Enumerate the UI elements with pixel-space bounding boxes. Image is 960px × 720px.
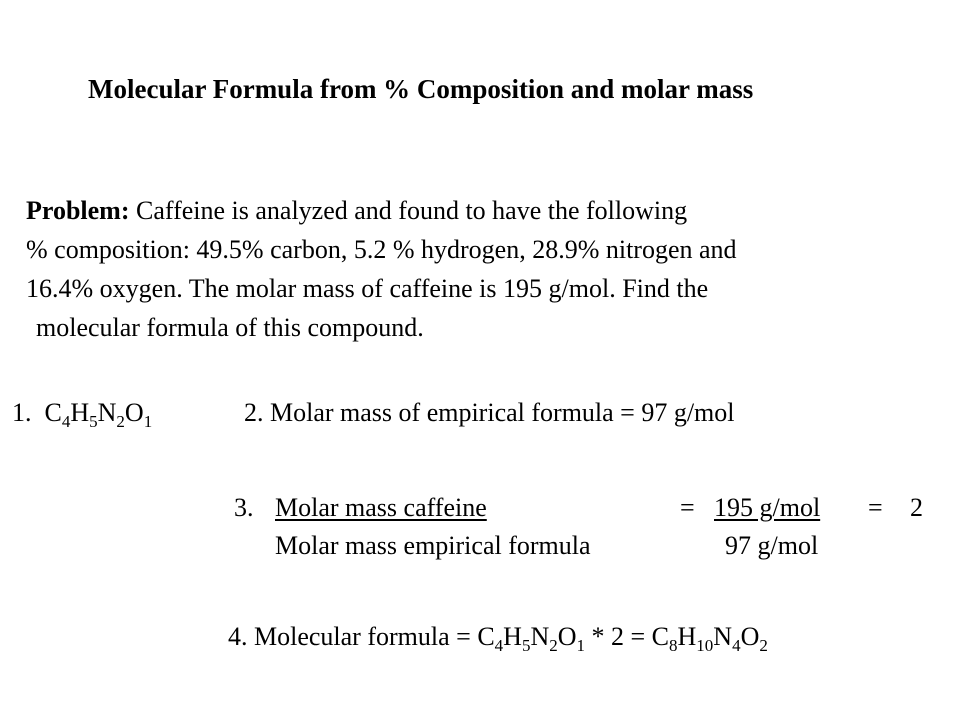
formula-element: C: [44, 398, 62, 427]
step-4-prefix: 4. Molecular formula =: [228, 622, 471, 651]
step-3-numerator-label: Molar mass caffeine: [275, 493, 487, 522]
formula-element: C: [477, 622, 495, 651]
formula-element: H: [70, 398, 90, 427]
formula-subscript: 1: [576, 636, 585, 655]
molecular-formula: [651, 622, 768, 655]
formula-element: O: [740, 622, 760, 651]
step-3-numerator-value: 195 g/mol: [714, 493, 821, 522]
step-3-equals-1: =: [680, 493, 695, 522]
step-3-denominator-label: Molar mass empirical formula: [275, 531, 591, 560]
step-3-result: 2: [910, 493, 923, 522]
problem-line-3: 16.4% oxygen. The molar mass of caffeine is 195 g/mol. Find the: [26, 274, 709, 303]
formula-element: H: [503, 622, 522, 651]
formula-element: N: [97, 398, 117, 427]
formula-subscript: 2: [759, 636, 768, 655]
formula-subscript: 2: [549, 636, 558, 655]
step-3-equals-2: =: [868, 493, 883, 522]
formula-subscript: 4: [494, 636, 504, 655]
problem-line-1: [26, 198, 687, 224]
step-4: [228, 622, 768, 655]
formula-element: H: [677, 622, 697, 651]
formula-element: N: [713, 622, 733, 651]
problem-line-2: % composition: 49.5% carbon, 5.2 % hydrogen, 28.9% nitrogen and: [26, 235, 737, 264]
step-3-denominator-value: 97 g/mol: [725, 531, 819, 560]
problem-text-1: Caffeine is analyzed and found to have the following: [129, 196, 688, 225]
formula-subscript: 4: [732, 636, 741, 655]
formula-subscript: 8: [669, 636, 678, 655]
step-2: 2. Molar mass of empirical formula = 97 g/mol: [244, 398, 735, 427]
problem-label: Problem:: [26, 196, 130, 225]
step-1-number: 1.: [12, 398, 32, 427]
step-3-number: 3.: [234, 493, 254, 522]
step-4-multiplier: * 2 =: [591, 622, 646, 651]
formula-subscript: 2: [116, 412, 125, 431]
formula-subscript: 10: [696, 636, 714, 655]
empirical-formula: [44, 398, 153, 431]
step-1: [12, 398, 153, 431]
problem-line-4: molecular formula of this compound.: [36, 313, 424, 342]
formula-element: O: [557, 622, 577, 651]
formula-subscript: 5: [521, 636, 531, 655]
formula-element: O: [124, 398, 144, 427]
page-title: Molecular Formula from % Composition and molar mass: [88, 74, 754, 104]
formula-element: C: [651, 622, 670, 651]
empirical-formula: [477, 622, 585, 655]
formula-element: N: [530, 622, 550, 651]
formula-subscript: 4: [61, 412, 71, 431]
formula-subscript: 1: [143, 412, 153, 431]
formula-subscript: 5: [89, 412, 98, 431]
